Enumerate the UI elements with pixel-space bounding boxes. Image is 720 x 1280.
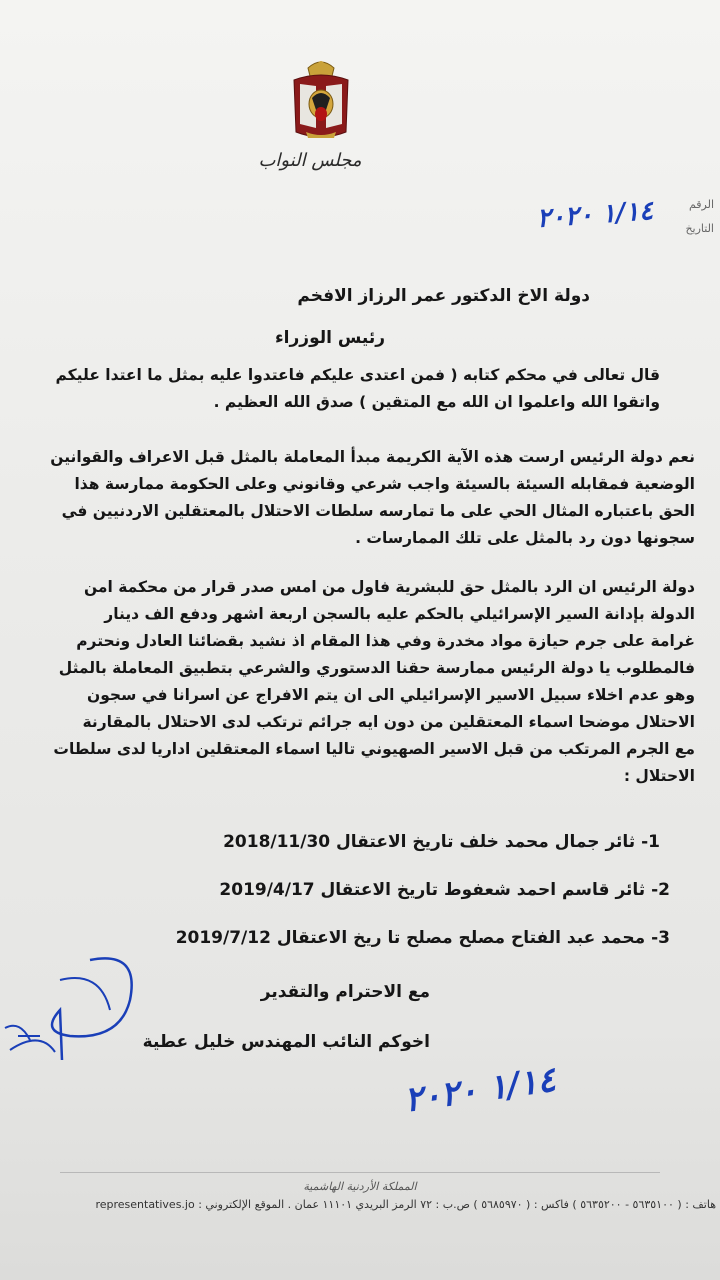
council-name: مجلس النواب xyxy=(258,150,362,171)
signature-scribble xyxy=(0,940,160,1080)
text-line: الحق باعتباره المثال الحي على ما تمارسه سلطات الاحتلال بالمعتقلين الاردنيين في xyxy=(61,502,695,520)
text-line: الاحتلال : xyxy=(623,767,695,785)
text-line: الوضعية فمقابله السيئة بالسيئة واجب شرعي وقانوني وعلى الحكومة ممارسة هذا xyxy=(74,475,695,493)
recipient-title: رئيس الوزراء xyxy=(274,328,386,348)
text-line: واتقوا الله واعلموا ان الله مع المتقين ) صدق الله العظيم . xyxy=(213,393,660,411)
detainee-item: 2- ثائر قاسم احمد شعفوط تاريخ الاعتقال 2019/4/17 xyxy=(219,880,670,900)
text-line: وهو عدم اخلاء سبيل الاسير الإسرائيلي الى ان يتم الافراج عن اسرانا في سجون xyxy=(86,686,695,704)
closing-line: مع الاحترام والتقدير xyxy=(260,982,430,1002)
text-line: سجونها دون رد بالمثل على تلك الممارسات . xyxy=(355,529,695,547)
text-line: الدولة بإدانة السير الإسرائيلي بالحكم عليه بالسجن اربعة اشهر ودفع الف دينار xyxy=(104,605,695,623)
recipient-name: دولة الاخ الدكتور عمر الرزاز الافخم xyxy=(297,286,590,306)
text-line: الاحتلال موضحا اسماء المعتقلين من دون ايه جرائم ترتكب لدى الاحتلال بالمقارنة xyxy=(82,713,695,731)
text-line: قال تعالى في محكم كتابه ( فمن اعتدى عليكم فاعتدوا عليه بمثل ما اعتدا عليكم xyxy=(55,366,660,384)
detainee-item: 3- محمد عبد الفتاح مصلح مصلح تا ريخ الاعتقال 2019/7/12 xyxy=(175,928,670,948)
handwritten-date: ١/١٤ ٢٠٢٠ xyxy=(535,195,655,235)
paragraph-principle xyxy=(40,444,695,552)
text-line: نعم دولة الرئيس ارست هذه الآية الكريمة مبدأ المعاملة بالمثل قبل الاعراف والقوانين xyxy=(50,448,695,466)
footer-divider xyxy=(60,1172,660,1173)
bottom-handwritten-date: ١/١٤ ٢٠٢٠ xyxy=(401,1059,559,1121)
footer-kingdom: المملكة الأردنية الهاشمية xyxy=(303,1180,417,1193)
detainee-item: 1- ثائر جمال محمد خلف تاريخ الاعتقال 2018/11/30 xyxy=(223,832,660,852)
paragraph-quote xyxy=(40,362,660,416)
number-label: الرقم xyxy=(688,198,714,211)
text-line: مع الجرم المرتكب من قبل الاسير الصهيوني تاليا اسماء المعتقلين اداريا لدى سلطات xyxy=(53,740,695,758)
text-line: دولة الرئيس ان الرد بالمثل حق للبشرية فاول من امس صدر قرار من محكمة امن xyxy=(83,578,695,596)
jordan-royal-crest-icon xyxy=(286,58,356,142)
footer-contact: هاتف : ( ٥٦٣٥١٠٠ - ٥٦٣٥٢٠٠ ) فاكس : ( ٥٦٨٥٩٧٠ ) ص.ب : ٧٢ الرمز البريدي ١١١٠١ عمان . الموقع الإلكتروني : representatives.jo xyxy=(95,1198,716,1211)
date-label: التاريخ xyxy=(685,222,714,235)
signoff-line: اخوكم النائب المهندس خليل عطية xyxy=(142,1032,430,1052)
crest-logo xyxy=(286,58,356,142)
paragraph-request xyxy=(40,574,695,790)
text-line: غرامة على جرم حيازة مواد مخدرة وفي هذا المقام اذ نشيد بقضائنا العادل ونحترم xyxy=(76,632,695,650)
text-line: فالمطلوب يا دولة الرئيس ممارسة حقنا الدستوري والشرعي بتطبيق المعاملة بالمثل xyxy=(58,659,695,677)
